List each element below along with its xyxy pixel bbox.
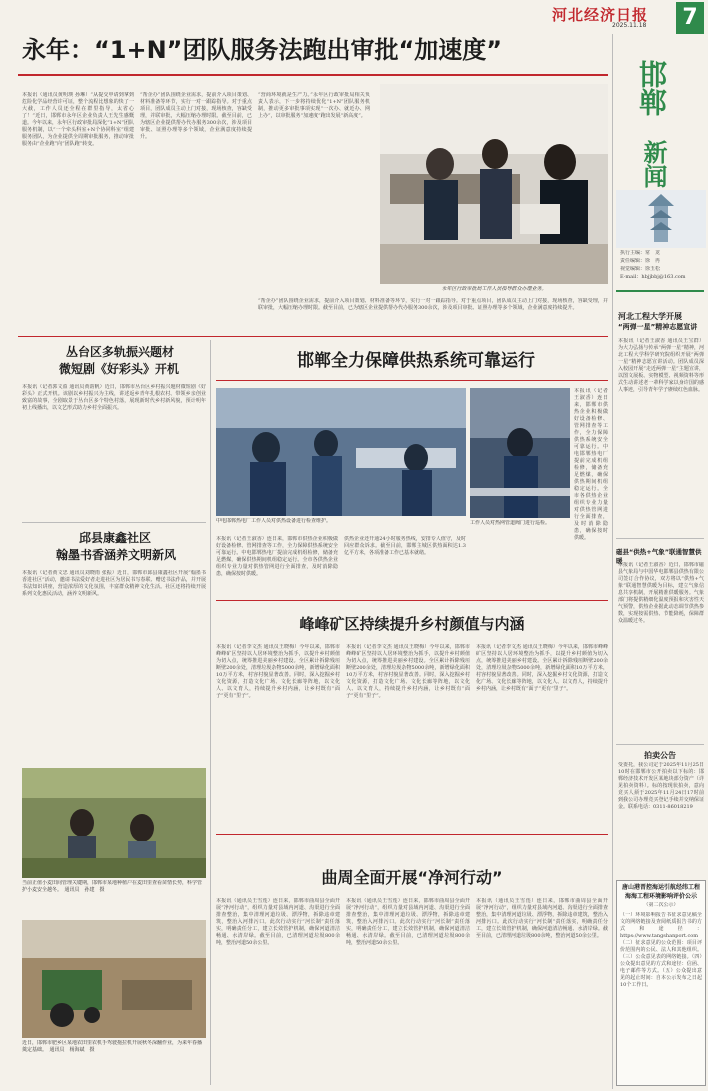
- side-section: 新闻: [639, 140, 667, 188]
- side-city: 邯郸: [635, 60, 668, 116]
- side-editor-line-3: 视觉编辑：徐玉松: [620, 266, 661, 272]
- a5-body-col1: 本报讯（记者李文杰 通讯员王晓梅）今年以来，邯郸市峰峰矿区坚持以人居环境整治为抓手，以提升乡村颜值为切入点，统筹推进美丽乡村建设。全区累计拆除残垣断壁200余处，清理垃圾杂物5000余吨，新增绿化面积10万平方米，村容村貌显著改善。同时，深入挖掘乡村文化资源，打造文化广场、文化长廊等阵地，以文化人、以文育人，持续提升乡村内涵，让乡村既有“面子”更有“里子”。: [216, 644, 340, 699]
- a5-body-col2: 本报讯（记者李文杰 通讯员王晓梅）今年以来，邯郸市峰峰矿区坚持以人居环境整治为抓手，以提升乡村颜值为切入点，统筹推进美丽乡村建设。全区累计拆除残垣断壁200余处，清理垃圾杂物5000余吨，新增绿化面积10万平方米，村容村貌显著改善。同时，深入挖掘乡村文化资源，打造文化广场、文化长廊等阵地，以文化人、以文育人，持续提升乡村内涵，让乡村既有“面子”更有“里子”。: [346, 644, 470, 699]
- a6-body-col3: 本报讯（通讯员王雪莲）连日来，邯郸市曲周县全面开展“净河行动”，组织力量对县域内河道、沟渠进行全面排查整治，集中清理河道垃圾、漂浮物，拆除违章建筑，整治入河排污口。此次行动实行“河长制”责任落实，明确责任分工，建立长效管护机制，确保河道清洁畅通、水清岸绿。截至目前，已清理河道垃圾800余吨，整治河道50余公里。: [476, 898, 608, 939]
- a6-body-col2: 本报讯（通讯员王雪莲）连日来，邯郸市曲周县全面开展“净河行动”，组织力量对县域内河道、沟渠进行全面排查整治，集中清理河道垃圾、漂浮物，拆除违章建筑，整治入河排污口。此次行动实行“河长制”责任落实，明确责任分工，建立长效管护机制，确保河道清洁畅通、水清岸绿。截至目前，已清理河道垃圾800余吨，整治河道50余公里。: [346, 898, 470, 946]
- a4-body-col1: 本报讯（记者王淑香）连日来，邯郸市供热企业积极做好设备检修、管网排查等工作，全力保障供热系统安全可靠运行。中电邯郸热电厂提前完成机组检修，储备充足燃煤，确保供热期间机组稳定运行。全市各供热企业组织专业力量对供热管网进行全面排查，及时消除隐患，确保按时供暖。: [216, 536, 338, 577]
- a1-headline: 永年：“1+N”团队服务法跑出审批“加速度”: [22, 36, 502, 64]
- side-ad-subtitle: 海海工程环境影响评价公示: [624, 893, 697, 900]
- a4-photo: [216, 388, 466, 516]
- side-notice-body: 受委托，我公司定于2025年11月25日10时在邯郸市公开拍卖以下标的：邯郸经济技术开发区某地块部分资产（详见拍卖资料）。标的按现状拍卖，意向竞买人须于2025年11月24日17时前到我公司办理竞买登记手续并交纳保证金。联系电话：0311-86018219: [618, 762, 704, 810]
- a5-body-col3: 本报讯（记者李文杰 通讯员王晓梅）今年以来，邯郸市峰峰矿区坚持以人居环境整治为抓手，以提升乡村颜值为切入点，统筹推进美丽乡村建设。全区累计拆除残垣断壁200余处，清理垃圾杂物5000余吨，新增绿化面积10万平方米，村容村貌显著改善。同时，深入挖掘乡村文化资源，打造文化广场、文化长廊等阵地，以文化人、以文育人，持续提升乡村内涵，让乡村既有“面子”更有“里子”。: [476, 644, 608, 692]
- a3-photo-caption: 当前正值小麦田间管理关键期，邯郸市某地种植户在麦田里查看苗情长势，科学管护小麦安全越冬。 通讯员 孙建 摄: [22, 880, 203, 893]
- a3-headline2: 翰墨书香涵养文明新风: [55, 548, 176, 562]
- a4-photo-caption: 中电邯郸热电厂工作人员对供热设备进行检查维护。: [216, 518, 332, 524]
- a4-body-col2: 供热企业还开通24小时服务热线，安排专人值守，及时回应群众诉求。截至目前，邯郸主城区供热面积达1.3亿平方米，各项准备工作已基本就绪。: [344, 536, 466, 556]
- a3-headline: 邱县康鑫社区: [78, 531, 151, 545]
- a1-photo: [380, 84, 608, 284]
- side-story2-title: 磁县“供热+气象”联通智慧供暖: [616, 548, 702, 565]
- a4-photo2-caption: 工作人员对热网管道阀门进行巡检。: [470, 520, 551, 526]
- masthead-logo: 河北经济日报: [552, 6, 649, 24]
- side-ad-title: 唐山港晋控海运引航经纬工程: [621, 884, 700, 891]
- page-number: 7: [676, 2, 704, 34]
- side-notice-title: 拍卖公告: [644, 751, 676, 760]
- a1-body-col3: “营商环境就是生产力。”永年区行政审批局相关负责人表示，下一步将持续优化“1+N”团队服务机制，推动更多审批事项实现“一次办、就近办、网上办”，以审批服务“加速度”跑出发展“新高度”。: [258, 92, 370, 119]
- side-ad-body: （一）环境影响报告书征求意见稿全文的网络链接及查阅纸质报告书的方式和途径：https://www.tangshanport.com（二）征求意见的公众范围：项目评价范围内的公民、法人和其他组织。（三）公众意见表的网络链接。（四）公众提出意见的方式和途径：信函、电子邮件等方式。（五）公众提出意见的起止时间：自本公示发布之日起10个工作日。: [620, 912, 702, 988]
- a2-headline: 丛台区多轨振兴题材: [65, 345, 174, 359]
- side-story1-body: 本报讯（记者王淑香 通讯员王宝群）为大力弘扬与传承“两弹一星”精神，河北工程大学科学研究院组织开展“两弹一星”精神志愿宣讲活动。团队成员深入校园开展“走近两弹一星”主题宣讲，以图文展板、实物模型、视频资料等形式生动讲述老一辈科学家以身许国的感人事迹，引导青年学子赓续红色血脉。: [618, 338, 704, 393]
- a4-body-col3: 本报讯（记者王淑香）连日来，邯郸市供热企业积极做好设备检修、管网排查等工作，全力保障供热系统安全可靠运行。中电邯郸热电厂提前完成机组检修，储备充足燃煤，确保供热期间机组稳定运行。全市各供热企业组织专业力量对供热管网进行全面排查，及时消除隐患，确保按时供暖。: [574, 388, 608, 541]
- a6-headline: 曲周全面开展“净河行动”: [321, 868, 503, 887]
- side-story1-subtitle: “两弹一星”精神志愿宣讲: [618, 323, 698, 331]
- a2-headline2: 微短剧《好彩头》开机: [58, 362, 179, 376]
- a1-body-col1: 本报讯（通讯员黄明瑛 孙琳）“从提交申请到拿到危险化学品经营许可证，整个流程比想象的快了一大截，工作人员还全程在群里指导，太省心了！”近日，邯郸市永年区企业负责人王先生感慨道。今年以来，永年区行政审批局深化“1+N”团队服务机制，以“一个牵头科室+N个协同科室”组建服务团队，为企业提供全周期审批服务，推动审批服务由“企业跑”向“团队跑”转变。: [22, 92, 134, 147]
- a1-photo-caption: 永年区行政审批局工作人员指导群众办理业务。: [441, 286, 547, 292]
- side-pagoda-image: [616, 190, 706, 248]
- a3-photo2-caption: 近日，邯郸市肥乡区某地农田里农机手驾驶拖拉机开展秋冬深翻作业，为来年春播奠定基础。 通讯员 杨海斌 摄: [22, 1040, 203, 1053]
- side-story2-body: 本报讯（记者王淑香）近日，邯郸市磁县气象局与中国华电邯郸县供热有限公司签订合作协议，双方将以“供热+气象”联通智慧供暖为目标，建立气象信息共享机制，开展精准供暖服务。气象部门将提供精细化温度预报和灾害性天气预警，供热企业据此动态调节供热参数，实现按需供热、节能降耗，保障群众温暖过冬。: [618, 562, 704, 624]
- a3-body: 本报讯（记者黄文忠 通讯员刘晓雨 张振）近日，邯郸市邱县康鑫社区开展“翰墨书香进社区”活动，邀请书法爱好者走进社区为居民书写春联、赠送书法作品，并开展书法知识讲座，营造浓厚的文化氛围，丰富群众精神文化生活。社区还将持续开展系列文化惠民活动，涵养文明新风。: [22, 570, 206, 597]
- a3-photo2: [22, 920, 206, 1038]
- a1-body-col4: “帮企办”团队围绕企业需求，提前介入项目策划、材料准备等环节，实行一对一跟踪指导。对于重点项目，团队成员主动上门对接，现场核查，容缺受理，并联审批，大幅压缩办理时限。截至目前，已为辖区企业提供帮办代办服务300余次，涉及项目审批、证照办理等多个领域，企业满意度持续提升。: [258, 298, 608, 311]
- side-editor-line-2: 责任编辑：徐 冉: [620, 258, 661, 264]
- a5-headline: 峰峰矿区持续提升乡村颜值与内涵: [299, 615, 525, 633]
- a4-headline: 邯郸全力保障供热系统可靠运行: [297, 351, 535, 371]
- a1-body-col2: “帮企办”团队围绕企业需求，提前介入项目策划、材料准备等环节，实行一对一跟踪指导。对于重点项目，团队成员主动上门对接，现场核查，容缺受理，并联审批，大幅压缩办理时限。截至目前，已为辖区企业提供帮办代办服务300余次，涉及项目审批、证照办理等多个领域，企业满意度持续提升。: [140, 92, 252, 140]
- side-ad-sub2: （第二次公示）: [643, 902, 679, 908]
- masthead-date: 2025.11.18: [612, 22, 647, 29]
- side-editor-line-4: E-mail：hbjjbbj@163.com: [620, 274, 686, 280]
- a2-body: 本报讯（记者郭文盈 通讯员黄韵帆）近日，邯郸市丛台区乡村振兴题材微短剧《好彩头》正式开机。该剧以乡村振兴为主线，讲述返乡青年扎根农村、带领乡亲创业致富的故事，全剧取景于丛台区多个特色村落，展现新时代乡村新风貌，预计明年初上线播出，以文艺形式助力乡村全面振兴。: [22, 384, 206, 411]
- a4-photo2: [470, 388, 570, 518]
- a3-photo: [22, 768, 206, 878]
- side-editor-line-1: 执行主编：常 龙: [620, 250, 661, 256]
- a6-body-col1: 本报讯（通讯员王雪莲）连日来，邯郸市曲周县全面开展“净河行动”，组织力量对县域内河道、沟渠进行全面排查整治，集中清理河道垃圾、漂浮物，拆除违章建筑，整治入河排污口。此次行动实行“河长制”责任落实，明确责任分工，建立长效管护机制，确保河道清洁畅通、水清岸绿。截至目前，已清理河道垃圾800余吨，整治河道50余公里。: [216, 898, 340, 946]
- side-story1-title: 河北工程大学开展: [618, 312, 682, 321]
